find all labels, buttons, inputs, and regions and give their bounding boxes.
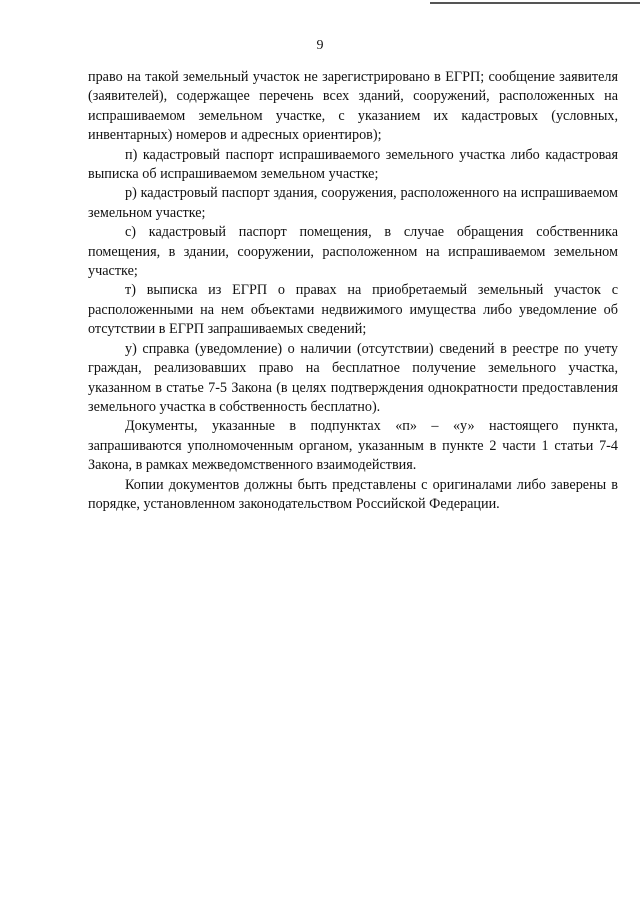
paragraph-documents-requested: Документы, указанные в подпунктах «п» – «у» настоящего пункта, запрашиваются уполномоченным органом, указанным в пункте 2 части 1 статьи 7-4 Закона, в рамках межведомственного взаимодействия.: [88, 418, 618, 474]
paragraph-item-u: у) справка (уведомление) о наличии (отсутствии) сведений в реестре по учету граждан, реализовавших право на бесплатное получение земельного участка, указанном в статье 7-5 Закона (в целях подтверждения однократности предоставления земельного участка в собственность бесплатно).: [88, 340, 618, 415]
top-edge-rule: [430, 2, 640, 4]
paragraph-item-r: р) кадастровый паспорт здания, сооружения, расположенного на испрашиваемом земельном участке;: [88, 185, 618, 221]
page-number: 9: [316, 38, 324, 53]
document-body: [88, 68, 618, 514]
paragraph-continuation: право на такой земельный участок не зарегистрировано в ЕГРП; сообщение заявителя (заявителей), содержащее перечень всех зданий, сооружений, расположенных на испрашиваемом земельном участке, с указанием их кадастровых (условных, инвентарных) номеров и адресных ориентиров);: [88, 69, 618, 144]
paragraph-copies-certified: Копии документов должны быть представлены с оригиналами либо заверены в порядке, установленном законодательством Российской Федерации.: [88, 476, 618, 512]
paragraph-item-p: п) кадастровый паспорт испрашиваемого земельного участка либо кадастровая выписка об испрашиваемом земельном участке;: [88, 146, 618, 183]
paragraph-item-s: с) кадастровый паспорт помещения, в случае обращения собственника помещения, в здании, сооружении, расположенном на испрашиваемом земельном участке;: [88, 224, 618, 280]
paragraph-item-t: т) выписка из ЕГРП о правах на приобретаемый земельный участок с расположенными на нем объектами недвижимого имущества либо уведомление об отсутствии в ЕГРП запрашиваемых сведений;: [88, 282, 618, 338]
